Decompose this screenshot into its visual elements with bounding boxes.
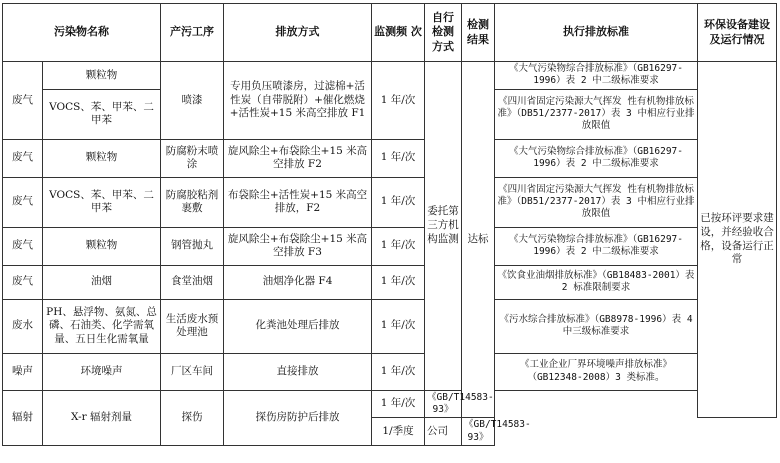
process-cell: 喷漆 (161, 62, 224, 140)
category-cell: 废气 (3, 227, 43, 265)
result-merged-cell: 达标 (462, 62, 495, 418)
process-cell: 食堂油烟 (161, 265, 224, 299)
freq-cell: 1 年/次 (372, 353, 425, 390)
header-row (3, 4, 777, 62)
method-cell: 旋风除尘+布袋除尘+15 米高空排放 F2 (224, 139, 372, 177)
header-result: 检测结果 (462, 4, 495, 62)
category-cell: 废气 (3, 265, 43, 299)
pollutant-cell: VOCS、苯、甲苯、二甲苯 (43, 89, 161, 139)
method-cell: 直接排放 (224, 353, 372, 390)
pollutant-cell: VOCS、苯、甲苯、二甲苯 (43, 177, 161, 227)
pollutant-cell: 颗粒物 (43, 139, 161, 177)
freq-cell: 1 年/次 (372, 390, 425, 418)
status-merged-cell: 已按环评要求建设，并经验收合格，设备运行正常 (698, 62, 777, 418)
standard-cell: 《污水综合排放标准》（GB8978-1996）表 4 中三级标准要求 (495, 299, 698, 353)
header-freq: 监测频 次 (372, 4, 425, 62)
category-cell: 废气 (3, 62, 43, 140)
freq-cell: 1 年/次 (372, 299, 425, 353)
category-cell: 废气 (3, 139, 43, 177)
category-cell: 辐射 (3, 390, 43, 445)
standard-cell: 《四川省固定污染源大气挥发 性有机物排放标准》（DB51/2377-2017）表 3 中相应行业排放限值 (495, 89, 698, 139)
freq-cell: 1 年/次 (372, 177, 425, 227)
process-cell: 生活废水预处理池 (161, 299, 224, 353)
table-row (3, 62, 777, 90)
method-cell: 油烟净化器 F4 (224, 265, 372, 299)
header-selfcheck: 自行检测方式 (425, 4, 462, 62)
freq-cell: 1 年/次 (372, 227, 425, 265)
process-cell: 防腐粉末喷涂 (161, 139, 224, 177)
process-cell: 钢管抛丸 (161, 227, 224, 265)
method-cell: 旋风除尘+布袋除尘+15 米高空排放 F3 (224, 227, 372, 265)
table-row (3, 227, 777, 265)
pollutant-cell: 环境噪声 (43, 353, 161, 390)
standard-cell: 《工业企业厂界环境噪声排放标准》（GB12348-2008）3 类标准。 (495, 353, 698, 390)
process-cell: 探伤 (161, 390, 224, 445)
header-process: 产污工序 (161, 4, 224, 62)
standard-cell: 《GB/T14583-93》 (462, 418, 495, 446)
table-row (3, 353, 777, 390)
selfcheck-merged-cell: 委托第三方机构监测 (425, 62, 462, 391)
pollutant-cell: PH、悬浮物、氨氮、总磷、石油类、化学需氧量、五日生化需氧量 (43, 299, 161, 353)
standard-cell: 《大气污染物综合排放标准》（GB16297-1996）表 2 中二级标准要求 (495, 139, 698, 177)
freq-cell: 1 年/次 (372, 62, 425, 140)
freq-cell: 1/季度 (372, 418, 425, 446)
standard-cell: 《大气污染物综合排放标准》（GB16297-1996）表 2 中二级标准要求 (495, 227, 698, 265)
table-row (3, 265, 777, 299)
method-cell: 专用负压喷漆房，过滤棉+活性炭（自带脱附）+催化燃烧+活性炭+15 米高空排放 F1 (224, 62, 372, 140)
table-row (3, 390, 777, 418)
category-cell: 噪声 (3, 353, 43, 390)
pollutant-cell: X-r 辐射剂量 (43, 390, 161, 445)
standard-cell: 《饮食业油烟排放标准》（GB18483-2001）表 2 标准限制要求 (495, 265, 698, 299)
freq-cell: 1 年/次 (372, 265, 425, 299)
header-standard: 执行排放标准 (495, 4, 698, 62)
method-cell: 化粪池处理后排放 (224, 299, 372, 353)
standard-cell: 《GB/T14583-93》 (425, 390, 462, 418)
header-method: 排放方式 (224, 4, 372, 62)
method-cell: 布袋除尘+活性炭+15 米高空排放，F2 (224, 177, 372, 227)
standard-cell: 《大气污染物综合排放标准》（GB16297-1996）表 2 中二级标准要求 (495, 62, 698, 90)
method-cell: 探伤房防护后排放 (224, 390, 372, 445)
pollutant-cell: 颗粒物 (43, 62, 161, 90)
header-status: 环保设备建设及运行情况 (698, 4, 777, 62)
header-pollutant: 污染物名称 (3, 4, 161, 62)
category-cell: 废气 (3, 177, 43, 227)
table-row (3, 299, 777, 353)
freq-cell: 1 年/次 (372, 139, 425, 177)
process-cell: 厂区车间 (161, 353, 224, 390)
pollutant-cell: 油烟 (43, 265, 161, 299)
category-cell: 废水 (3, 299, 43, 353)
process-cell: 防腐胶粘剂裹敷 (161, 177, 224, 227)
selfcheck-last-cell: 公司 (425, 418, 462, 446)
table-row (3, 139, 777, 177)
table-row (3, 177, 777, 227)
monitoring-table (2, 3, 777, 446)
standard-cell: 《四川省固定污染源大气挥发 性有机物排放标准》（DB51/2377-2017）表 3 中相应行业排放限值 (495, 177, 698, 227)
pollutant-cell: 颗粒物 (43, 227, 161, 265)
